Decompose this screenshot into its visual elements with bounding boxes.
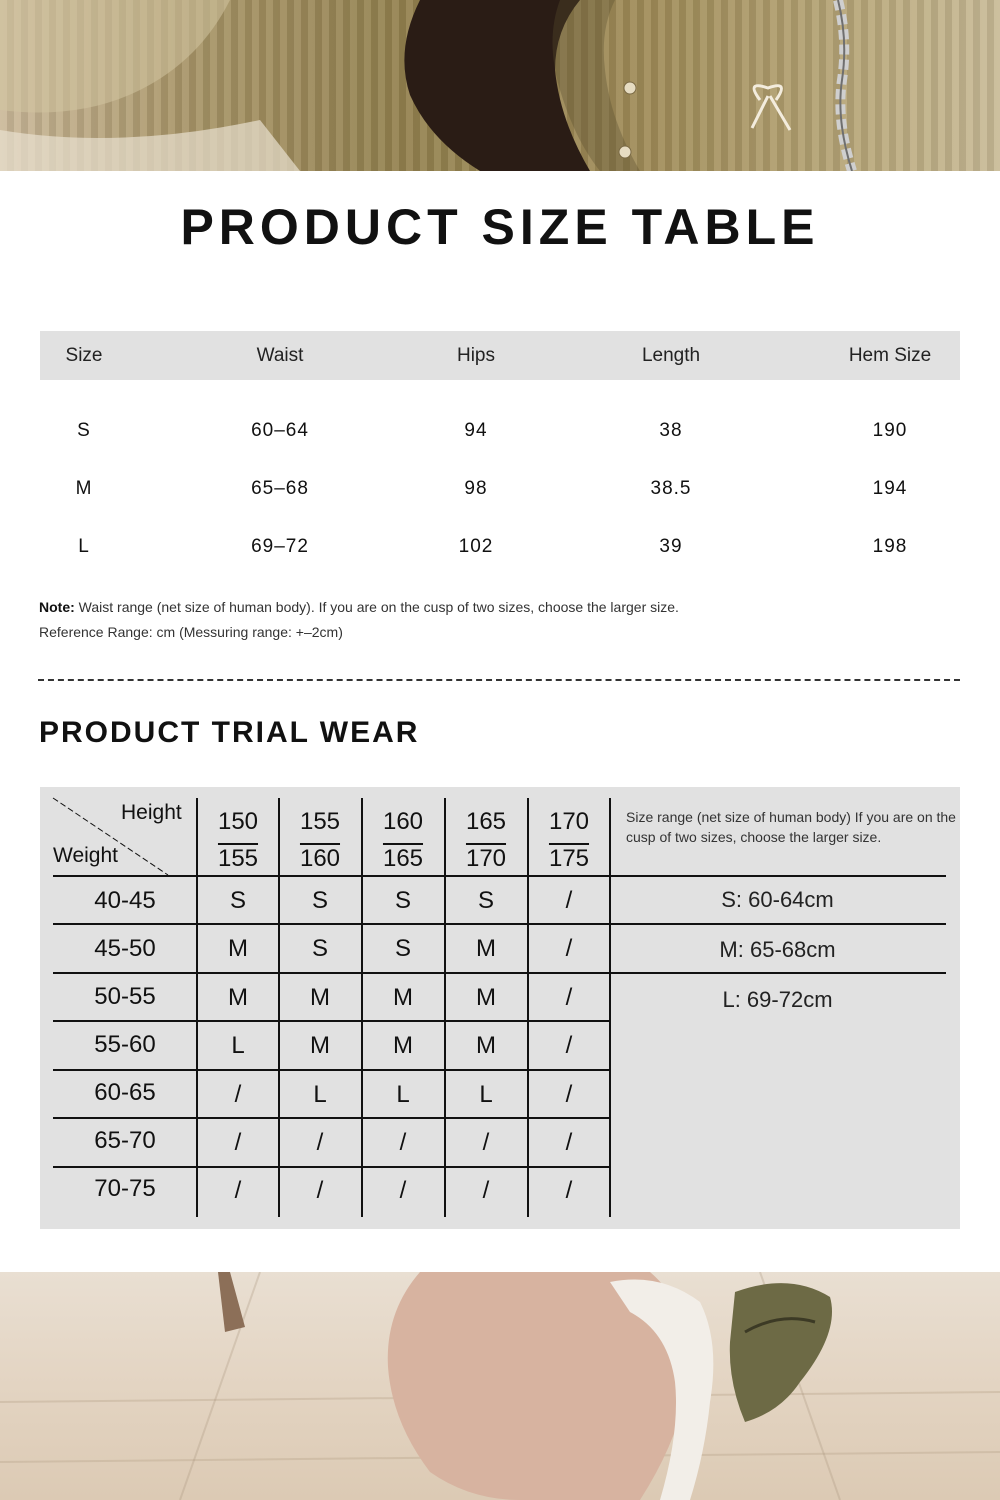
size-cell: /: [399, 1177, 407, 1204]
size-cell: M: [476, 1032, 496, 1059]
size-cell: L: [231, 1032, 245, 1059]
height-header: [445, 803, 527, 877]
size-cell: S: [477, 887, 494, 914]
table-row: [40, 474, 960, 504]
hem-size-cell: 194: [872, 478, 908, 499]
length-cell: 39: [659, 536, 683, 557]
size-cell: S: [394, 935, 411, 962]
weight-label-cell: 45-50: [94, 935, 156, 962]
size-cell: M: [393, 984, 413, 1011]
size-notes: [39, 595, 679, 645]
size-cell: S: [311, 887, 328, 914]
size-cell: /: [482, 1129, 490, 1156]
note-label: Note:: [39, 599, 75, 615]
height-low: 170: [548, 808, 590, 835]
weight-label-cell: 40-45: [94, 887, 156, 914]
note-line: [39, 595, 679, 620]
header-hips: Hips: [456, 345, 495, 366]
note-text: Waist range (net size of human body). If you are on the cusp of two sizes, choose the larger size.: [74, 599, 679, 615]
size-range-note: Size range (net size of human body) If you are on the cusp of two sizes, choose the larger size.: [626, 809, 956, 845]
hem-size-cell: 198: [872, 536, 908, 557]
weight-label: Weight: [53, 844, 118, 867]
size-cell: M: [310, 1032, 330, 1059]
size-cell: M: [476, 984, 496, 1011]
header-length: Length: [641, 345, 701, 366]
range-l: L: 69-72cm: [722, 987, 833, 1012]
height-header: [362, 803, 444, 877]
size-cell: /: [565, 1177, 573, 1204]
hips-cell: 98: [464, 478, 488, 499]
waist-cell: 69–72: [251, 536, 309, 557]
size-cell: /: [399, 1129, 407, 1156]
size-cell: /: [234, 1129, 242, 1156]
size-table: [40, 331, 960, 557]
weight-label-cell: 60-65: [94, 1079, 156, 1106]
size-cell: S: [77, 420, 91, 441]
height-high: 165: [382, 845, 424, 872]
table-row: [40, 532, 960, 562]
height-low: 160: [382, 808, 424, 835]
size-cell: M: [476, 935, 496, 962]
size-cell: /: [565, 1129, 573, 1156]
header-waist: Waist: [256, 345, 304, 366]
size-cell: /: [565, 984, 573, 1011]
size-table-header: [40, 331, 960, 380]
range-m: M: 65-68cm: [719, 937, 836, 962]
hips-cell: 102: [458, 536, 494, 557]
cardigan-photo: [0, 0, 1000, 171]
height-header: [279, 803, 361, 877]
hem-size-cell: 190: [872, 420, 908, 441]
size-cell: S: [229, 887, 246, 914]
size-cell: L: [396, 1081, 410, 1108]
size-cell: /: [482, 1177, 490, 1204]
table-row: [40, 416, 960, 446]
size-cell: /: [316, 1129, 324, 1156]
size-cell: M: [393, 1032, 413, 1059]
model-photo: [0, 1272, 1000, 1500]
model-illustration: [0, 1272, 1000, 1500]
header-hem-size: Hem Size: [848, 345, 932, 366]
size-cell: /: [234, 1177, 242, 1204]
height-label: Height: [121, 801, 182, 824]
height-high: 170: [465, 845, 507, 872]
header-size: Size: [65, 345, 103, 366]
height-low: 155: [299, 808, 341, 835]
size-cell: M: [228, 984, 248, 1011]
size-cell: L: [78, 536, 90, 557]
waist-cell: 65–68: [251, 478, 309, 499]
height-low: 165: [465, 808, 507, 835]
weight-label-cell: 55-60: [94, 1031, 156, 1058]
length-cell: 38: [659, 420, 683, 441]
trial-wear-table: [40, 787, 960, 1229]
waist-cell: 60–64: [251, 420, 309, 441]
size-cell: M: [228, 935, 248, 962]
height-header: [528, 803, 610, 877]
height-high: 175: [548, 845, 590, 872]
weight-label-cell: 50-55: [94, 983, 156, 1010]
hips-cell: 94: [464, 420, 488, 441]
weight-label-cell: 65-70: [94, 1127, 156, 1154]
reference-range: Reference Range: cm (Messuring range: +–2cm): [39, 624, 343, 640]
size-cell: L: [313, 1081, 327, 1108]
size-cell: L: [479, 1081, 493, 1108]
page-title: PRODUCT SIZE TABLE: [180, 199, 820, 255]
size-cell: S: [311, 935, 328, 962]
size-cell: /: [565, 935, 573, 962]
height-high: 160: [299, 845, 341, 872]
size-cell: /: [565, 1032, 573, 1059]
size-cell: M: [310, 984, 330, 1011]
trial-wear-title: PRODUCT TRIAL WEAR: [39, 716, 420, 749]
height-header: [197, 803, 279, 877]
range-s: S: 60-64cm: [721, 887, 834, 912]
dashed-divider: [38, 679, 960, 681]
length-cell: 38.5: [650, 478, 692, 499]
size-cell: S: [394, 887, 411, 914]
height-high: 155: [217, 845, 259, 872]
height-low: 150: [217, 808, 259, 835]
cardigan-illustration: [0, 0, 1000, 171]
weight-label-cell: 70-75: [94, 1175, 156, 1202]
size-cell: /: [565, 1081, 573, 1108]
size-cell: /: [316, 1177, 324, 1204]
size-cell: M: [75, 478, 93, 499]
size-cell: /: [565, 887, 573, 914]
size-cell: /: [234, 1081, 242, 1108]
